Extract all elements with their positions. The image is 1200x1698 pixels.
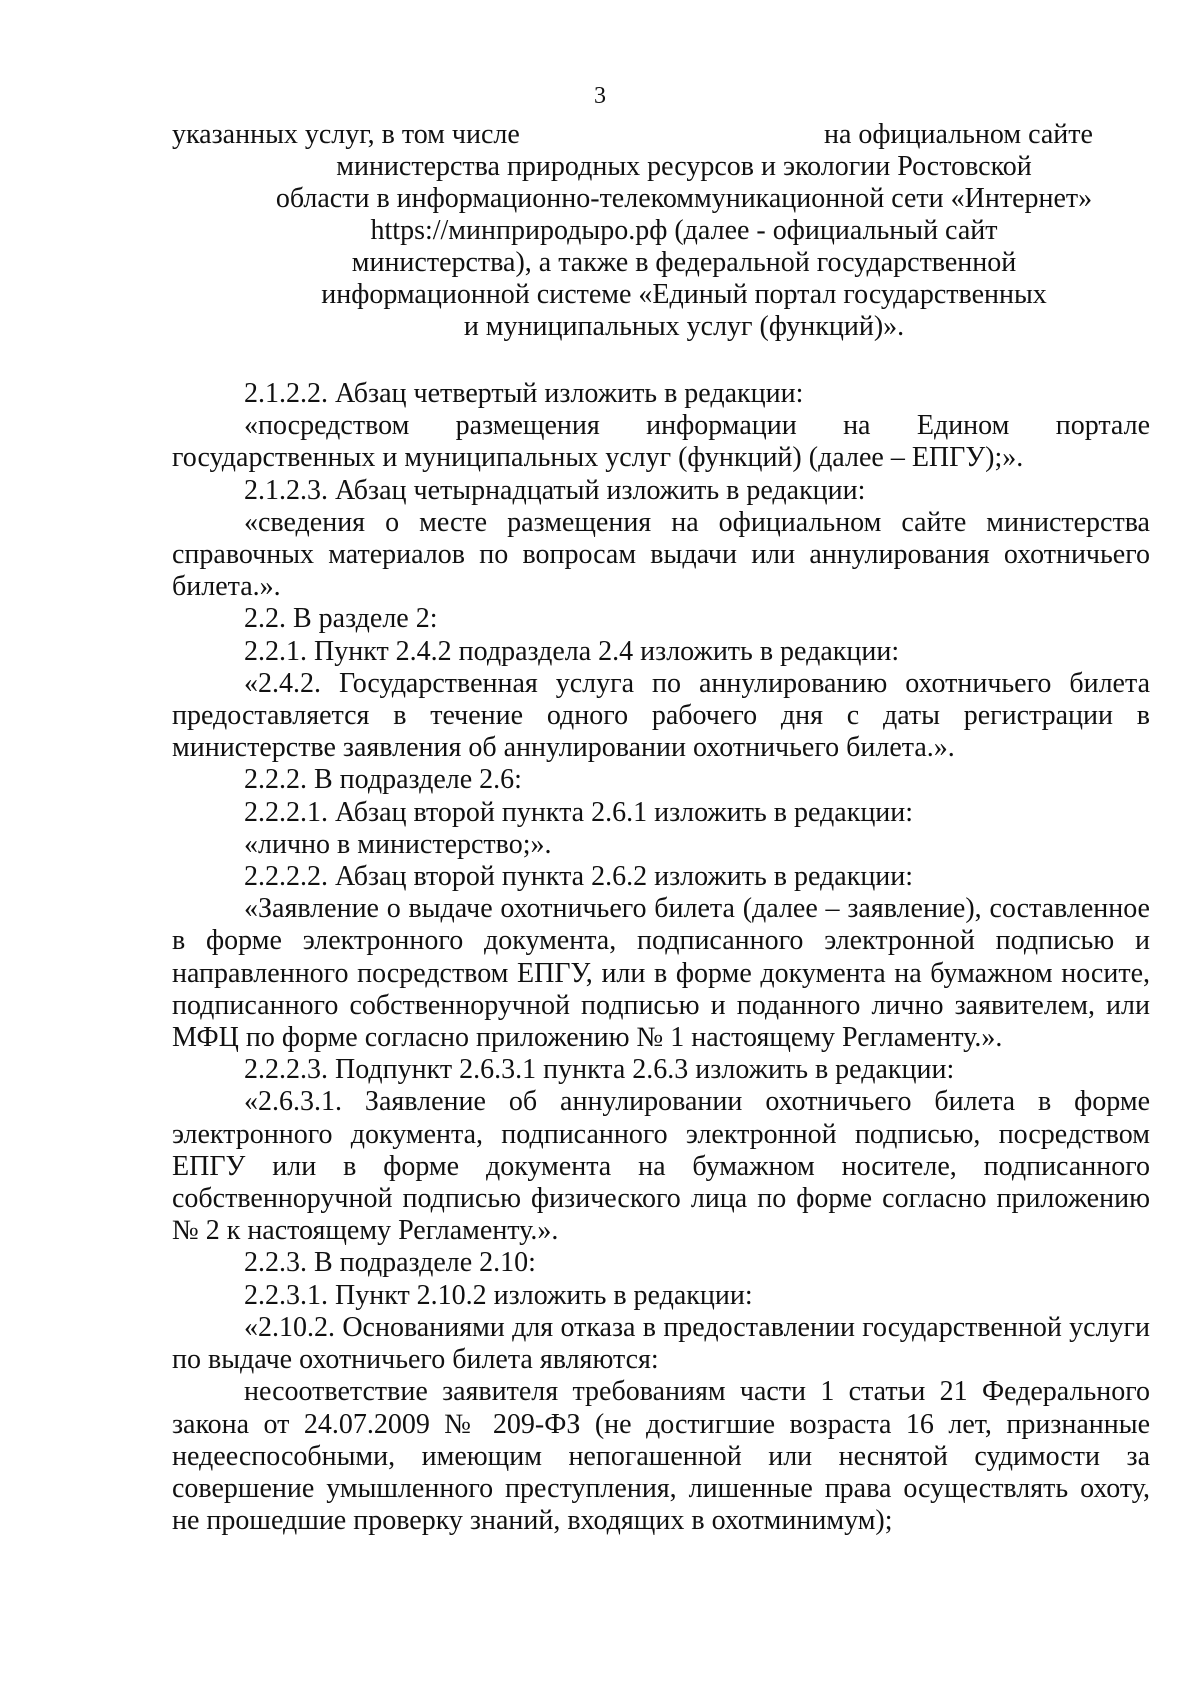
paragraph: 2.2.2.3. Подпункт 2.6.3.1 пункта 2.6.3 изложить в редакции: bbox=[244, 1054, 955, 1086]
intro-line: и муниципальных услуг (функций)». bbox=[463, 311, 905, 342]
intro-centered-block bbox=[172, 151, 1196, 343]
paragraph: несоответствие заявителя требованиям части 1 статьи 21 Федерального закона от 24.07.2009 № 209-ФЗ (не достигшие возраста 16 лет, признанные недееспособными, имеющим непогашенной или неснятой судимости за совершение умышленного преступления, лишенные права осуществлять охоту, не прошедшие проверку знаний, входящих в охотминимум); bbox=[172, 1376, 1150, 1537]
paragraph: «сведения о месте размещения на официальном сайте министерства справочных материалов по вопросам выдачи или аннулирования охотничьего билета.». bbox=[172, 506, 1150, 603]
paragraph: «лично в министерство;». bbox=[244, 828, 552, 860]
intro-line: министерства природных ресурсов и экологии Ростовской bbox=[336, 151, 1032, 182]
intro-first-line bbox=[172, 119, 1196, 151]
document-body bbox=[172, 378, 1150, 1537]
paragraph: 2.2.2. В подразделе 2.6: bbox=[244, 764, 522, 796]
paragraph: «2.6.3.1. Заявление об аннулировании охотничьего билета в форме электронного документа, подписанного электронной подписью, посредством ЕПГУ или в форме документа на бумажном носителе, подписанного собственноручной подписью физического лица по форме согласно приложению № 2 к настоящему Регламенту.». bbox=[172, 1086, 1150, 1247]
paragraph: «посредством размещения информации на Едином портале государственных и муниципальных услуг (функций) (далее – ЕПГУ);». bbox=[172, 410, 1150, 474]
intro-line: информационной системе «Единый портал государственных bbox=[321, 279, 1047, 310]
paragraph: «2.4.2. Государственная услуга по аннулированию охотничьего билета предоставляется в течение одного рабочего дня с даты регистрации в министерстве заявления об аннулировании охотничьего билета.». bbox=[172, 667, 1150, 764]
paragraph: 2.2. В разделе 2: bbox=[244, 603, 438, 635]
intro-line: области в информационно-телекоммуникационной сети «Интернет» bbox=[275, 183, 1093, 214]
paragraph: 2.2.1. Пункт 2.4.2 подраздела 2.4 изложить в редакции: bbox=[244, 635, 900, 667]
paragraph: 2.2.2.1. Абзац второй пункта 2.6.1 изложить в редакции: bbox=[244, 796, 914, 828]
paragraph: 2.2.2.2. Абзац второй пункта 2.6.2 изложить в редакции: bbox=[244, 861, 914, 893]
intro-line: https://минприродыро.рф (далее - официальный сайт bbox=[370, 215, 998, 246]
paragraph: «2.10.2. Основаниями для отказа в предоставлении государственной услуги по выдаче охотничьего билета являются: bbox=[172, 1311, 1150, 1376]
intro-first-line-right: на официальном сайте bbox=[824, 119, 1093, 150]
paragraph: 2.2.3.1. Пункт 2.10.2 изложить в редакции: bbox=[244, 1279, 753, 1311]
paragraph: 2.2.3. В подразделе 2.10: bbox=[244, 1247, 536, 1279]
intro-first-line-left: указанных услуг, в том числе bbox=[172, 119, 520, 150]
paragraph: 2.1.2.3. Абзац четырнадцатый изложить в редакции: bbox=[244, 474, 866, 506]
intro-line: министерства), а также в федеральной государственной bbox=[351, 247, 1017, 278]
paragraph: 2.1.2.2. Абзац четвертый изложить в редакции: bbox=[244, 378, 804, 409]
paragraph: «Заявление о выдаче охотничьего билета (далее – заявление), составленное в форме электронного документа, подписанного электронной подписью и направленного посредством ЕПГУ, или в форме документа на бумажном носите, подписанного собственноручной подписью и поданного лично заявителем, или МФЦ по форме согласно приложению № 1 настоящему Регламенту.». bbox=[172, 893, 1150, 1054]
page-number: 3 bbox=[594, 83, 606, 109]
